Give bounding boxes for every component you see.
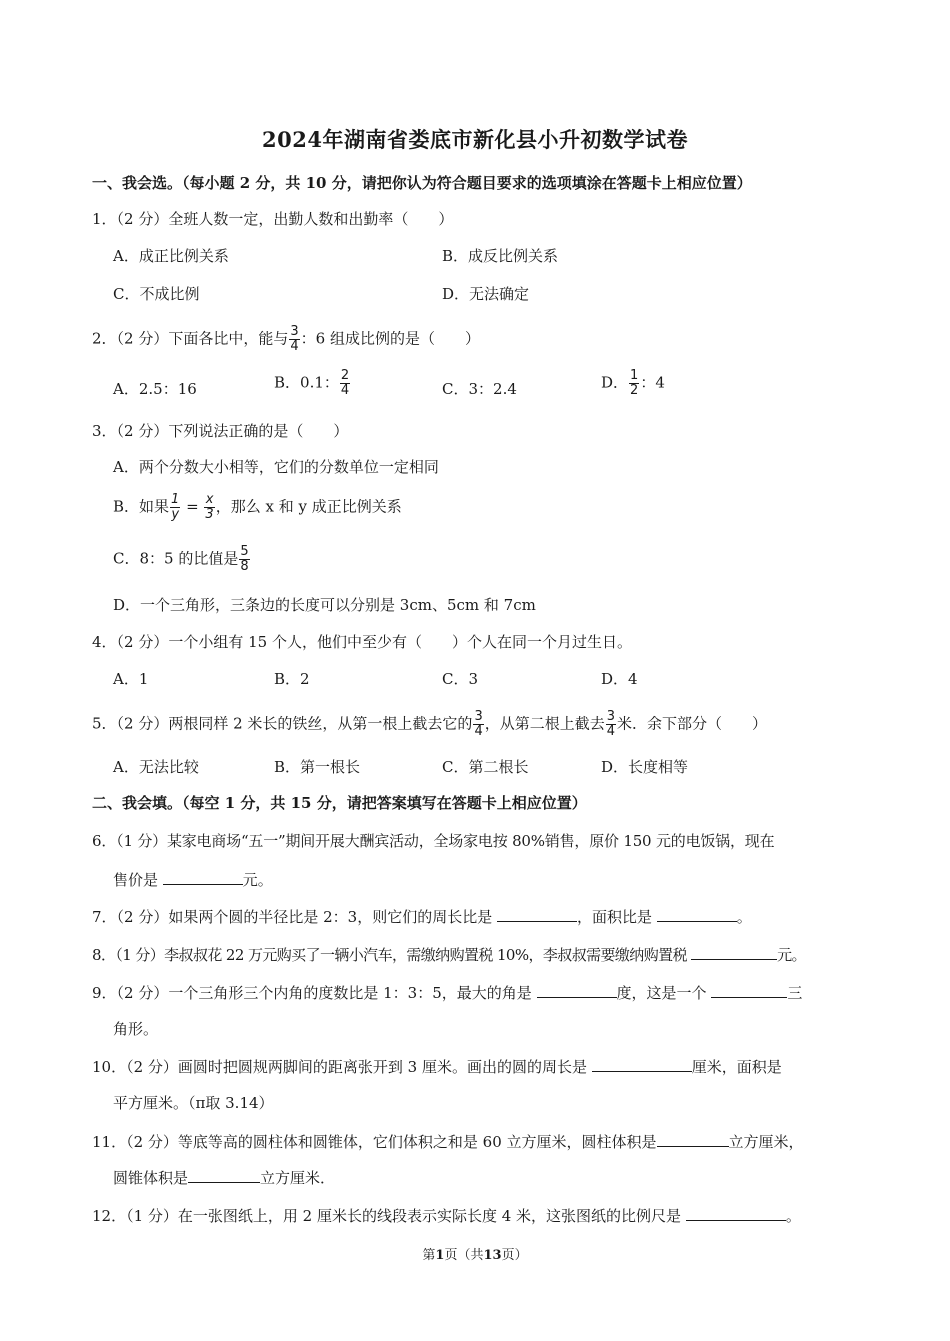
- q5-stem: 5．（2 分）两根同样 2 米长的铁丝，从第一根上截去它的 $\frac{3}{4}$ ，从第二根上截去 $\frac{3}{4}$ 米．余下部分（ ）: [92, 709, 768, 739]
- q5-fraction1: $\frac{3}{4}$: [474, 709, 483, 739]
- q3-stem: 3．（2 分）下列说法正确的是（ ）: [92, 422, 349, 440]
- q11-blank-cylinder[interactable]: [657, 1130, 729, 1147]
- page-footer: 第1页（共13页）: [422, 1248, 528, 1263]
- q4-option-c: C．3: [442, 670, 479, 688]
- q2-option-b-fraction: $\frac{2}{4}$: [340, 368, 350, 398]
- q4-option-a: A．1: [113, 670, 149, 688]
- q8-answer-blank[interactable]: [691, 943, 777, 960]
- q5-option-d: D．长度相等: [601, 758, 689, 776]
- q8-line: 8．（1 分）李叔叔花 22 万元购买了一辆小汽车，需缴纳购置税 10%，李叔叔需要缴纳购置税 元。: [92, 943, 806, 966]
- q11-line2: 圆锥体积是 立方厘米．: [113, 1166, 335, 1189]
- q11-line1: 11．（2 分）等底等高的圆柱体和圆锥体，它们体积之和是 60 立方厘米，圆柱体积是 立方厘米，: [92, 1130, 804, 1153]
- q7-blank-area[interactable]: [657, 905, 737, 922]
- q1-option-d: D．无法确定: [442, 285, 530, 303]
- q9-line1: 9．（2 分）一个三角形三个内角的度数比是 1：3：5，最大的角是 度，这是一个 三: [92, 981, 802, 1004]
- q6-line2: 售价是 元。: [113, 868, 273, 891]
- section2-heading: 二、我会填。（每空 1 分，共 15 分，请把答案填写在答题卡上相应位置）: [92, 794, 587, 812]
- q3-option-b: B．如果 $\frac{1}{y}$ = $\frac{x}{3}$ ，那么 x 和 y 成正比例关系: [113, 492, 402, 522]
- q5-option-b: B．第一根长: [274, 758, 361, 776]
- q5-option-a: A．无法比较: [113, 758, 199, 776]
- q3-option-d: D．一个三角形，三条边的长度可以分别是 3cm、5cm 和 7cm: [113, 596, 536, 614]
- q1-option-c: C．不成比例: [113, 285, 200, 303]
- q2-stem-post: ：6 组成比例的是（ ）: [300, 329, 480, 348]
- q4-stem: 4．（2 分）一个小组有 15 个人，他们中至少有（ ）个人在同一个月过生日。: [92, 633, 632, 651]
- current-page: 1: [435, 1248, 445, 1263]
- q3-option-b-fraction1: $\frac{1}{y}$: [171, 492, 180, 522]
- q3-option-a: A．两个分数大小相等，它们的分数单位一定相同: [113, 458, 439, 476]
- q1-stem: 1．（2 分）全班人数一定，出勤人数和出勤率（ ）: [92, 210, 454, 228]
- q9-blank-degree[interactable]: [537, 981, 617, 998]
- q10-line2: 平方厘米。（π取 3.14）: [113, 1094, 274, 1112]
- q9-line2: 角形。: [113, 1020, 159, 1038]
- q2-option-a: A．2.5：16: [113, 380, 197, 398]
- page-title: 2024年湖南省娄底市新化县小升初数学试卷: [262, 127, 688, 152]
- q2-option-c: C．3：2.4: [442, 380, 517, 398]
- q7-line: 7．（2 分）如果两个圆的半径比是 2：3，则它们的周长比是 ，面积比是 。: [92, 905, 752, 928]
- q10-line1: 10．（2 分）画圆时把圆规两脚间的距离张开到 3 厘米。画出的圆的周长是 厘米，面积是: [92, 1055, 782, 1078]
- q4-option-d: D．4: [601, 670, 638, 688]
- q2-option-b: B．0.1： $\frac{2}{4}$: [274, 368, 350, 398]
- q6-line1: 6．（1 分）某家电商场“五一”期间开展大酬宾活动，全场家电按 80%销售，原价 150 元的电饭锅，现在: [92, 832, 775, 850]
- q6-answer-blank[interactable]: [163, 868, 243, 885]
- q2-stem: [92, 325, 480, 354]
- q5-fraction2: $\frac{3}{4}$: [606, 709, 616, 739]
- q3-option-c: C．8：5 的比值是 $\frac{5}{8}$: [113, 544, 249, 574]
- q2-stem-pre: 2．（2 分）下面各比中，能与: [92, 329, 289, 348]
- total-pages: 13: [483, 1248, 502, 1263]
- q1-option-b: B．成反比例关系: [442, 247, 559, 265]
- q5-option-c: C．第二根长: [442, 758, 529, 776]
- section1-heading: 一、我会选。（每小题 2 分，共 10 分，请把你认为符合题目要求的选项填涂在答题卡上相应位置）: [92, 174, 752, 192]
- q2-option-d-fraction: $\frac{1}{2}$: [630, 368, 639, 398]
- q10-blank-circumference[interactable]: [592, 1055, 692, 1072]
- q4-option-b: B．2: [274, 670, 310, 688]
- q9-blank-type[interactable]: [711, 981, 787, 998]
- q11-blank-cone[interactable]: [188, 1166, 260, 1183]
- q1-option-a: A．成正比例关系: [113, 247, 229, 265]
- q3-option-b-fraction2: $\frac{x}{3}$: [205, 492, 214, 522]
- q3-option-c-fraction: $\frac{5}{8}$: [240, 544, 249, 574]
- q12-answer-blank[interactable]: [686, 1204, 786, 1221]
- q2-option-d: D． $\frac{1}{2}$ ：4: [601, 368, 665, 398]
- q7-blank-perimeter[interactable]: [497, 905, 577, 922]
- q12-line: 12．（1 分）在一张图纸上，用 2 厘米长的线段表示实际长度 4 米，这张图纸的比例尺是 。: [92, 1204, 801, 1227]
- q2-fraction: $\frac{3}{4}$: [290, 324, 299, 354]
